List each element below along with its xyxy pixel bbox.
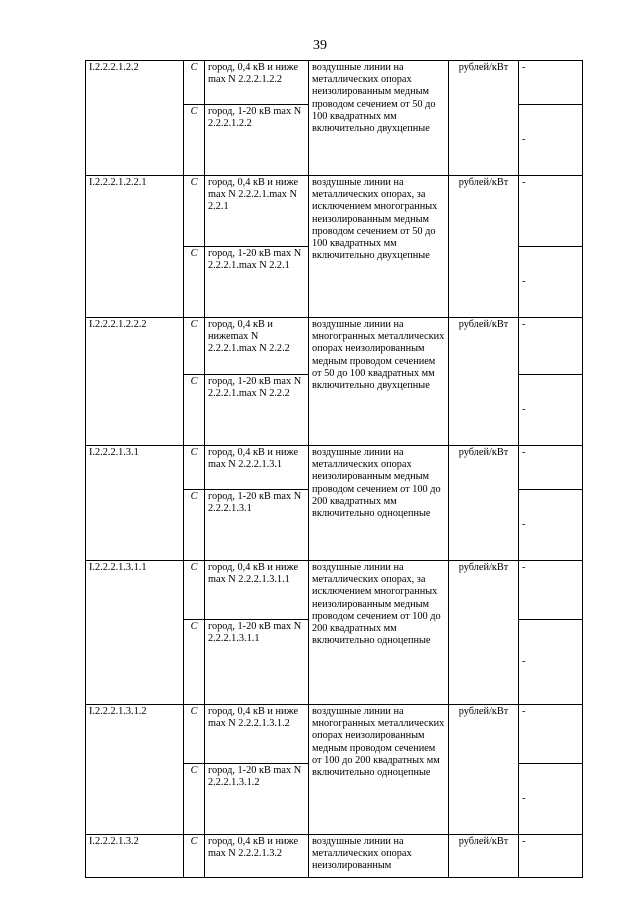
line-description: воздушные линии на многогранных металлических опорах неизолированным медным проводом сечением от 100 до 200 квадратных мм включительно одноцепные — [309, 705, 449, 835]
rate-description: город, 0,4 кВ и ниже max N 2.2.2.1.max N 2.2.1 — [205, 176, 309, 247]
line-description: воздушные линии на металлических опорах неизолированным — [309, 835, 449, 878]
rate-description: город, 1-20 кВ max N 2.2.2.1.max N 2.2.2 — [205, 375, 309, 446]
rate-description: город, 0,4 кВ и нижеmax N 2.2.2.1.max N 2.2.2 — [205, 318, 309, 375]
unit-label: рублей/кВт — [449, 705, 519, 835]
rate-value: - — [519, 446, 583, 490]
item-code: I.2.2.2.1.3.2 — [86, 835, 184, 878]
item-code: I.2.2.2.1.3.1.2 — [86, 705, 184, 835]
table-row — [86, 446, 583, 490]
line-description: воздушные линии на металлических опорах, за исключением многогранных неизолированным медным проводом сечением от 100 до 200 квадратных мм включительно одноцепные — [309, 561, 449, 705]
rate-description: город, 1-20 кВ max N 2.2.2.1.2.2 — [205, 105, 309, 176]
item-code: I.2.2.2.1.2.2.2 — [86, 318, 184, 446]
tariff-table — [85, 60, 583, 878]
unit-label: рублей/кВт — [449, 176, 519, 318]
rate-description: город, 1-20 кВ max N 2.2.2.1.3.1.2 — [205, 764, 309, 835]
rate-symbol: C — [184, 561, 205, 620]
rate-symbol: C — [184, 61, 205, 105]
rate-symbol: C — [184, 490, 205, 561]
rate-value: - — [519, 561, 583, 620]
rate-value: - — [519, 375, 583, 446]
page-number: 39 — [313, 38, 327, 53]
rate-value: - — [519, 318, 583, 375]
rate-symbol: C — [184, 446, 205, 490]
rate-description: город, 0,4 кВ и ниже max N 2.2.2.1.3.1.2 — [205, 705, 309, 764]
rate-symbol: C — [184, 247, 205, 318]
unit-label: рублей/кВт — [449, 446, 519, 561]
rate-symbol: C — [184, 176, 205, 247]
rate-symbol: C — [184, 318, 205, 375]
table-row — [86, 835, 583, 878]
rate-value: - — [519, 247, 583, 318]
line-description: воздушные линии на металлических опорах неизолированным медным проводом сечением от 50 до 100 квадратных мм включительно двухцепные — [309, 61, 449, 176]
rate-value: - — [519, 490, 583, 561]
rate-description: город, 1-20 кВ max N 2.2.2.1.3.1 — [205, 490, 309, 561]
table-row — [86, 561, 583, 620]
line-description: воздушные линии на металлических опорах неизолированным медным проводом сечением от 100 до 200 квадратных мм включительно одноцепные — [309, 446, 449, 561]
rate-value: - — [519, 61, 583, 105]
rate-description: город, 0,4 кВ и ниже max N 2.2.2.1.3.2 — [205, 835, 309, 878]
rate-value: - — [519, 835, 583, 878]
unit-label: рублей/кВт — [449, 561, 519, 705]
line-description: воздушные линии на металлических опорах, за исключением многогранных неизолированным медным проводом сечением от 50 до 100 квадратных мм включительно двухцепные — [309, 176, 449, 318]
rate-value: - — [519, 620, 583, 705]
rate-value: - — [519, 764, 583, 835]
item-code: I.2.2.2.1.3.1.1 — [86, 561, 184, 705]
rate-symbol: C — [184, 764, 205, 835]
unit-label: рублей/кВт — [449, 61, 519, 176]
rate-description: город, 1-20 кВ max N 2.2.2.1.max N 2.2.1 — [205, 247, 309, 318]
rate-symbol: C — [184, 375, 205, 446]
rate-symbol: C — [184, 705, 205, 764]
rate-description: город, 0,4 кВ и ниже max N 2.2.2.1.2.2 — [205, 61, 309, 105]
rate-symbol: C — [184, 105, 205, 176]
item-code: I.2.2.2.1.2.2 — [86, 61, 184, 176]
rate-value: - — [519, 176, 583, 247]
unit-label: рублей/кВт — [449, 835, 519, 878]
unit-label: рублей/кВт — [449, 318, 519, 446]
rate-description: город, 0,4 кВ и ниже max N 2.2.2.1.3.1 — [205, 446, 309, 490]
item-code: I.2.2.2.1.3.1 — [86, 446, 184, 561]
item-code: I.2.2.2.1.2.2.1 — [86, 176, 184, 318]
rate-description: город, 1-20 кВ max N 2.2.2.1.3.1.1 — [205, 620, 309, 705]
line-description: воздушные линии на многогранных металлических опорах неизолированным медным проводом сечением от 50 до 100 квадратных мм включительно двухцепные — [309, 318, 449, 446]
table-row — [86, 176, 583, 247]
rate-description: город, 0,4 кВ и ниже max N 2.2.2.1.3.1.1 — [205, 561, 309, 620]
table-row — [86, 61, 583, 105]
rate-value: - — [519, 705, 583, 764]
table-row — [86, 318, 583, 375]
rate-symbol: C — [184, 835, 205, 878]
rate-symbol: C — [184, 620, 205, 705]
rate-value: - — [519, 105, 583, 176]
table-row — [86, 705, 583, 764]
tariff-table-body — [86, 61, 583, 878]
